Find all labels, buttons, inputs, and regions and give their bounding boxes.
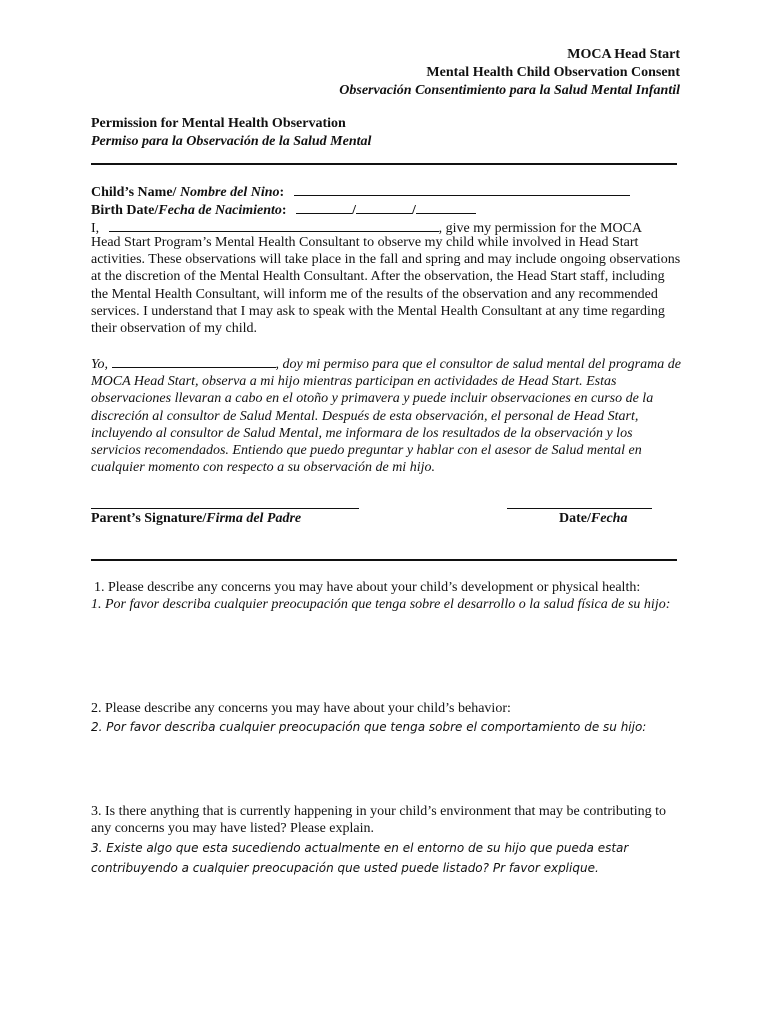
bottom-divider	[91, 559, 677, 561]
birth-year-field[interactable]	[416, 201, 476, 214]
consent-paragraph-english: Head Start Program’s Mental Health Consultant to observe my child while involved in Head Start activities. These observations will take place in the fall and spring and may include ongoing observations at the discretion of the Mental Health Consultant. After the observation, the Head Start staff, including the Mental Health Consultant, will inform me of the results of the observation and any recommended services. I understand that I may ask to speak with the Mental Health Consultant at any time regarding their observation of my child.	[91, 235, 681, 337]
consent-suffix: , give my permission for the MOCA	[438, 221, 643, 236]
birth-date-row	[91, 201, 681, 219]
question-2	[91, 700, 681, 737]
question-3-english: 3. Is there anything that is currently happening in your child’s environment that may be contributing to any concerns you may have listed? Please explain.	[91, 804, 667, 837]
section-title-english: Permission for Mental Health Observation	[91, 116, 346, 131]
answer-2-area[interactable]	[91, 742, 677, 800]
question-1-english: 1. Please describe any concerns you may have about your child’s development or physical health:	[94, 580, 641, 595]
answer-3-area[interactable]	[91, 880, 677, 1000]
org-name: MOCA Head Start	[567, 47, 680, 62]
question-2-english: 2. Please describe any concerns you may have about your child’s behavior:	[91, 701, 511, 716]
consent-es-body: , doy mi permiso para que el consultor de salud mental del programa de MOCA Head Start, observa a mi hijo mientras participan en actividades de Head Start. Estas observaciones llevaran a cabo en el otoño y primavera y puede incluir observaciones en curso de la discreción al consultor de Salud Mental. Después de esta observación, el personal de Head Start, incluyendo al consultor de Salud Mental, me informara de los resultados de la observación y los servicios recomendados. Entiendo que puedo preguntar y hablar con el asesor de Salud mental en cualquier momento con respecto a su observación de mi hijo.	[91, 357, 681, 476]
date-separator: /	[411, 203, 416, 218]
birth-date-label: Birth Date/Fecha de Nacimiento:	[91, 203, 287, 218]
parent-signature-field[interactable]	[91, 508, 359, 509]
consent-prefix: I,	[91, 221, 100, 236]
top-divider	[91, 163, 677, 165]
question-3	[91, 803, 681, 878]
birth-month-field[interactable]	[296, 201, 352, 214]
child-name-row	[91, 183, 681, 201]
date-label: Date/Fecha	[559, 511, 628, 526]
parent-name-field[interactable]	[109, 219, 439, 232]
parent-signature-label: Parent’s Signature/Firma del Padre	[91, 511, 302, 526]
question-1-spanish: 1. Por favor describa cualquier preocupación que tenga sobre el desarrollo o la salud física de su hijo:	[91, 597, 671, 613]
form-header	[339, 46, 680, 100]
birth-day-field[interactable]	[356, 201, 412, 214]
section-title	[91, 115, 371, 151]
section-title-spanish: Permiso para la Observación de la Salud Mental	[91, 134, 372, 149]
consent-es-prefix: Yo,	[91, 357, 109, 372]
consent-paragraph-spanish	[91, 355, 681, 476]
date-separator: /	[352, 203, 356, 218]
child-name-field[interactable]	[294, 183, 630, 196]
question-3-spanish: 3. Existe algo que esta sucediendo actualmente en el entorno de su hijo que pueda estar contribuyendo a cualquier preocupación que usted puede listado? Pr favor explique.	[91, 841, 629, 876]
child-info-fields	[91, 183, 681, 237]
form-title-spanish: Observación Consentimiento para la Salud Mental Infantil	[339, 83, 680, 98]
question-2-spanish: 2. Por favor describa cualquier preocupación que tenga sobre el comportamiento de su hijo:	[91, 720, 647, 735]
signature-date-field[interactable]	[507, 508, 652, 509]
question-1	[91, 579, 681, 613]
answer-1-area[interactable]	[91, 636, 677, 692]
child-name-label: Child’s Name/ Nombre del Nino:	[91, 185, 285, 200]
form-title: Mental Health Child Observation Consent	[426, 65, 680, 80]
parent-name-field-es[interactable]	[112, 355, 276, 368]
